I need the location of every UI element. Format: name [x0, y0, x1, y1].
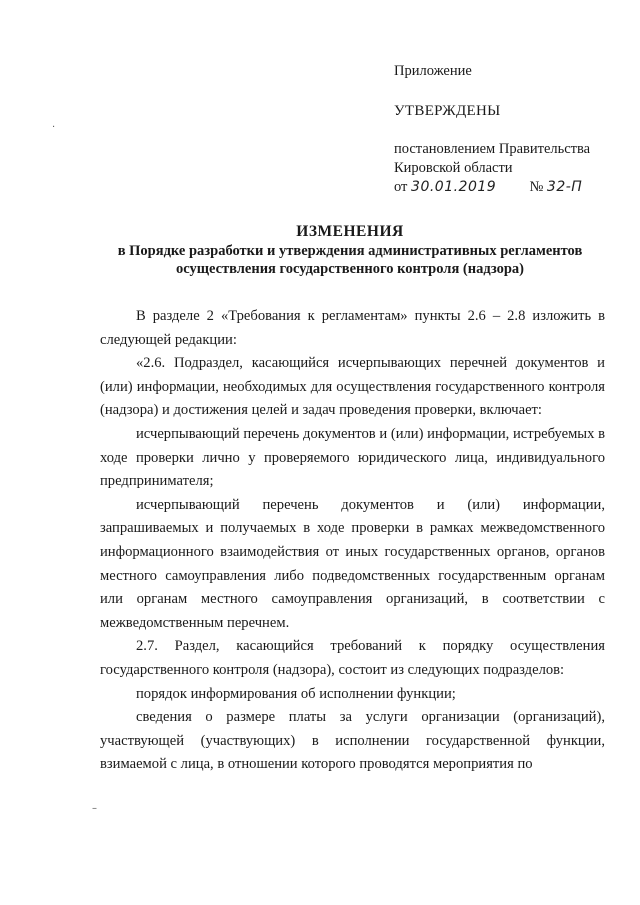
paragraph-2-6: «2.6. Подраздел, касающийся исчерпывающих перечней документов и (или) информации, необходимых для осуществления государственного контроля (надзора) и достижения целей и задач проведения проверки, включает: [100, 355, 605, 419]
paragraph-list-item-1: исчерпывающий перечень документов и (или) информации, истребуемых в ходе проверки лично у проверяемого юридического лица, индивидуального предпринимателя; [100, 425, 605, 490]
paragraph-subsection-2: сведения о размере платы за услуги организации (организаций), участвующей (участвующих) в исполнении государственной функции, взимаемой с лица, в отношении которого проводятся мероприятия по [100, 709, 605, 773]
document-subtitle-line-2: осуществления государственного контроля (надзора) [175, 261, 524, 277]
appendix-label: Приложение [394, 63, 472, 79]
handwritten-date: 30.01.2019 [411, 179, 497, 195]
scan-speck: · [52, 122, 56, 133]
number-prefix: № [529, 179, 544, 195]
paragraph-2-7: 2.7. Раздел, касающийся требований к порядку осуществления государственного контроля (надзора), состоит из следующих подразделов: [100, 638, 605, 678]
approved-label: УТВЕРЖДЕНЫ [394, 103, 501, 119]
handwritten-number: 32-П [546, 179, 583, 195]
document-title-block [60, 222, 640, 278]
document-title: ИЗМЕНЕНИЯ [296, 223, 404, 240]
paragraph-list-item-2: исчерпывающий перечень документов и (или) информации, запрашиваемых и получаемых в ходе проверки в рамках межведомственного информационного взаимодействия от иных государственных органов, органов местного самоуправления либо подведомственных государственным органам или органам местного самоуправления организаций, в соответствии с межведомственным перечнем. [100, 496, 605, 631]
paragraph-subsection-1: порядок информирования об исполнении функции; [136, 685, 456, 702]
margin-dash-mark: – [92, 803, 97, 814]
paragraph-intro: В разделе 2 «Требования к регламентам» пункты 2.6 – 2.8 изложить в следующей редакции: [100, 308, 605, 348]
date-prefix: от [394, 179, 408, 195]
date-number-line [394, 178, 582, 197]
resolution-line: постановлением Правительства [394, 141, 591, 157]
region-line: Кировской области [394, 160, 513, 176]
document-subtitle-line-1: в Порядке разработки и утверждения административных регламентов [117, 243, 583, 259]
document-body [100, 305, 605, 777]
